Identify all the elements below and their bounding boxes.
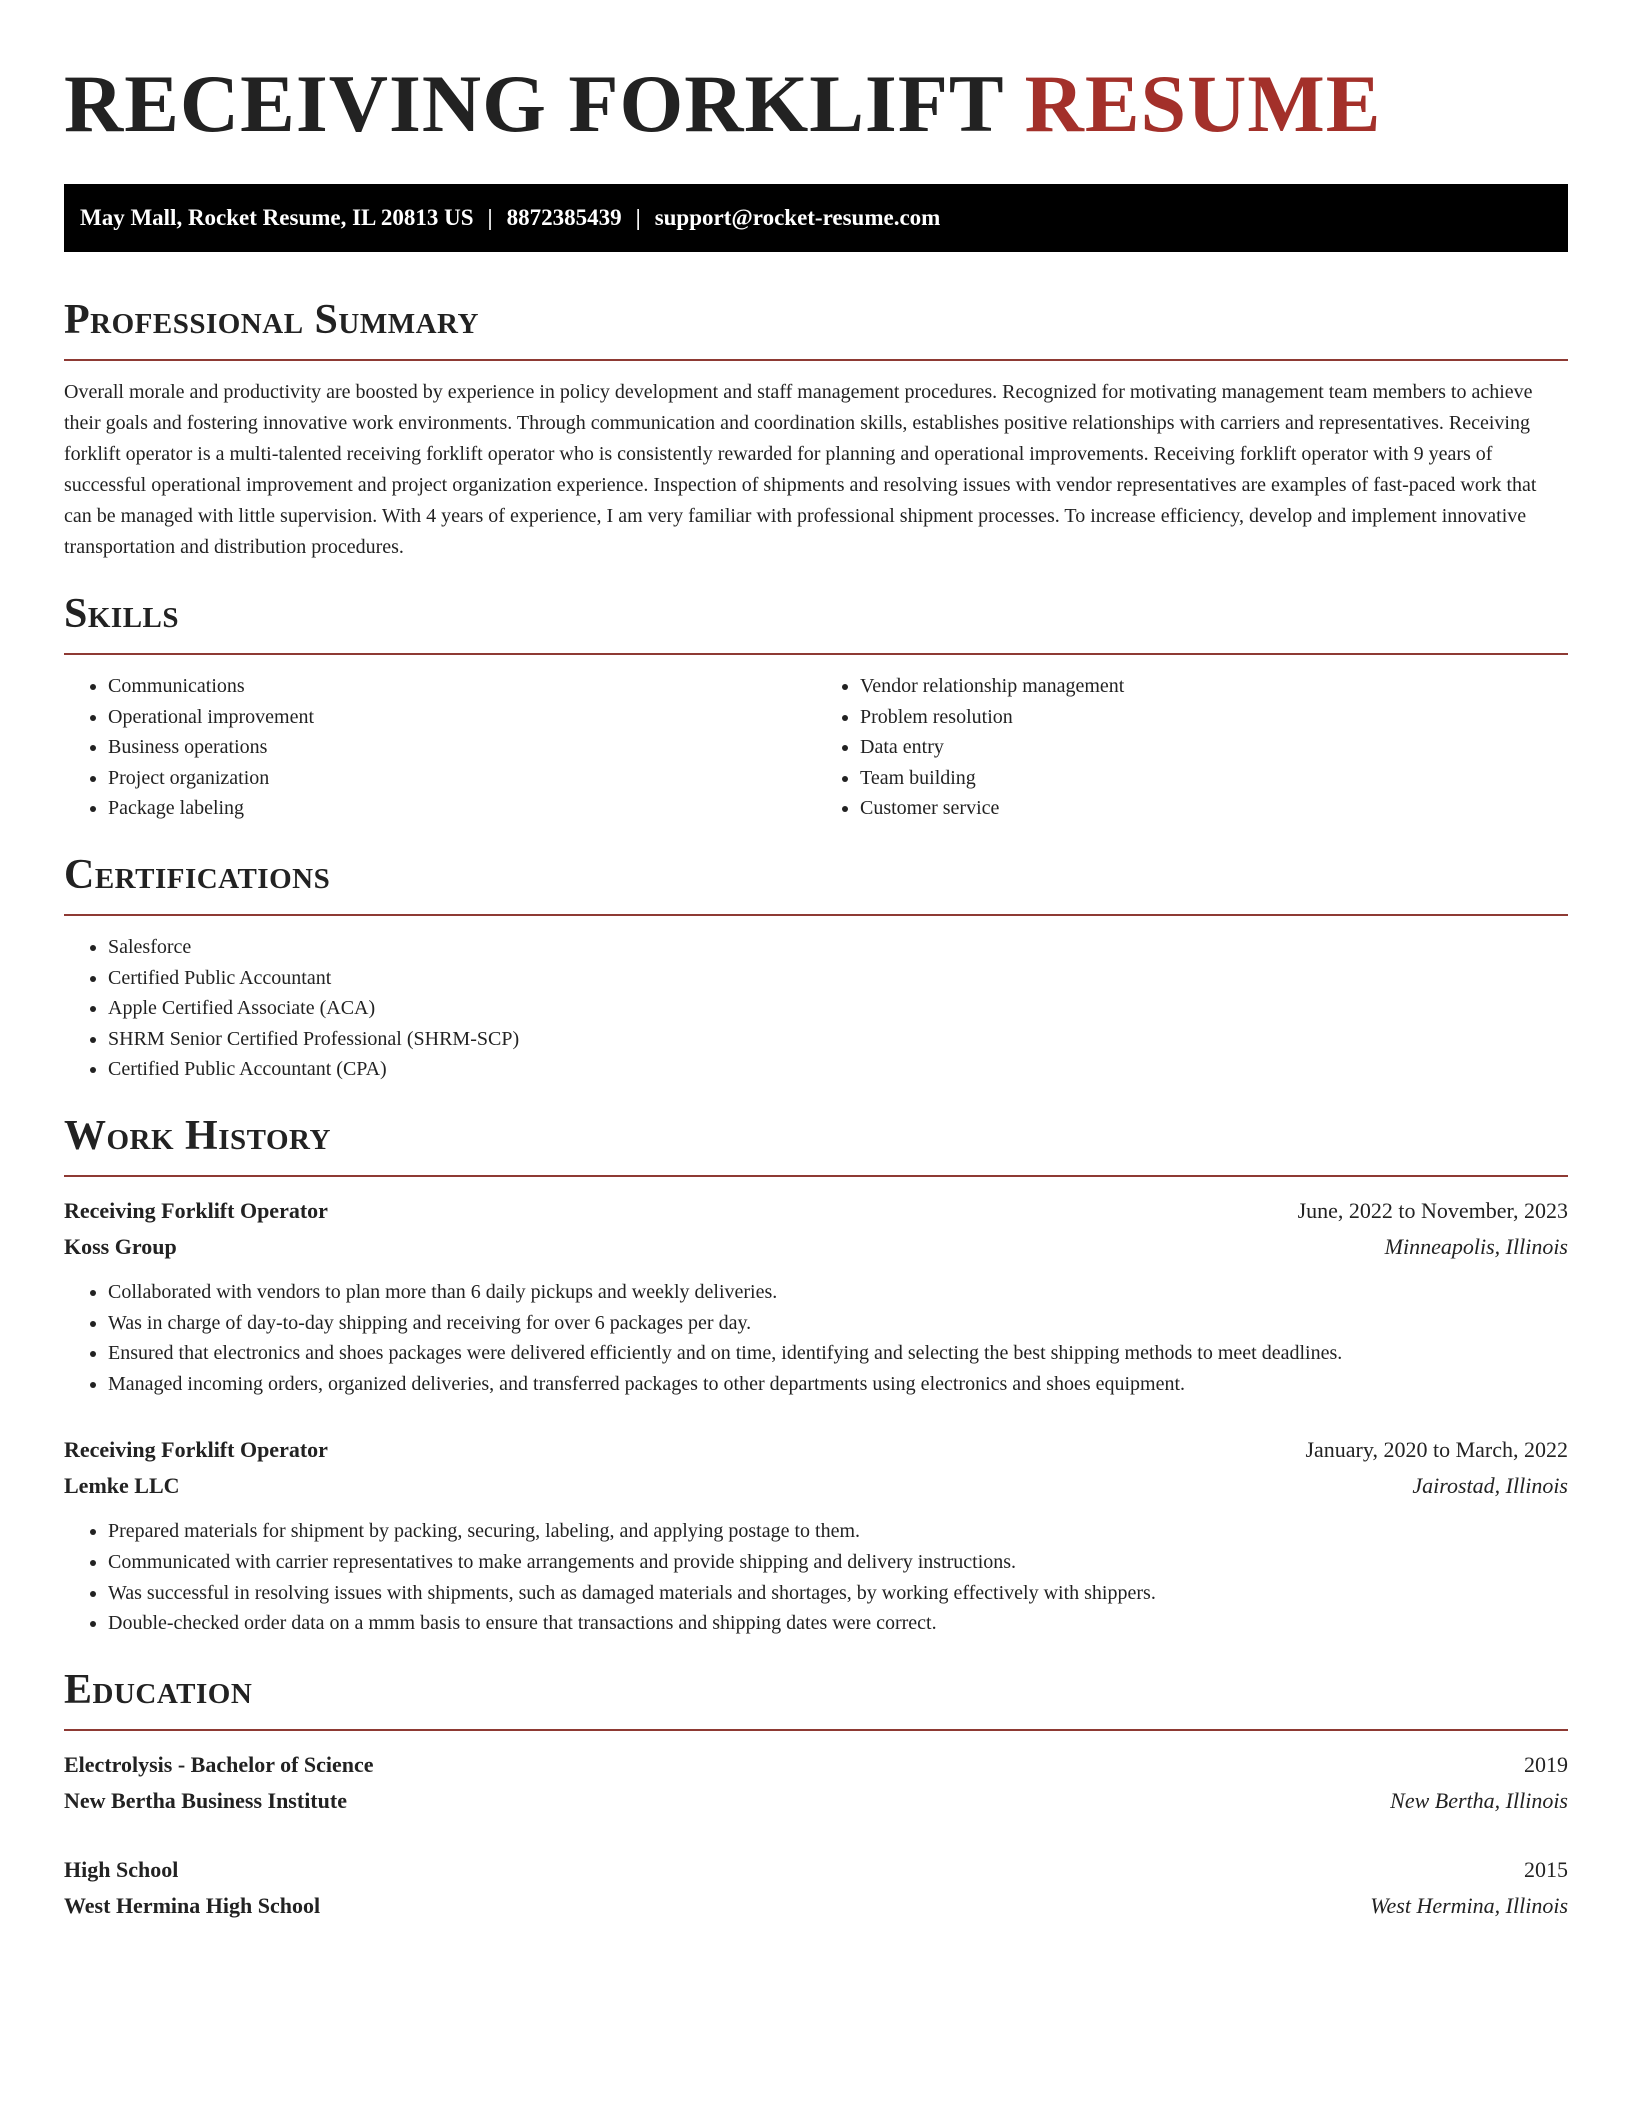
- contact-address: May Mall, Rocket Resume, IL 20813 US: [80, 205, 474, 230]
- job-duty: • Ensured that electronics and shoes packages were delivered efficiently and on time, identifying and selecting the best shipping methods to meet deadlines.: [108, 1338, 1568, 1369]
- skill-item: • Package labeling: [108, 793, 816, 824]
- certification-item: • Apple Certified Associate (ACA): [108, 993, 1568, 1024]
- skill-item: • Operational improvement: [108, 702, 816, 733]
- skill-item: • Customer service: [860, 793, 1568, 824]
- education-school: New Bertha Business Institute: [64, 1787, 347, 1813]
- skill-item: • Project organization: [108, 763, 816, 794]
- education-location: West Hermina, Illinois: [1370, 1892, 1568, 1918]
- job-dates: June, 2022 to November, 2023: [1297, 1197, 1568, 1223]
- education-heading: Education: [64, 1666, 253, 1713]
- job-header-row: [64, 1432, 1568, 1468]
- job-company-row: [64, 1468, 1568, 1504]
- contact-separator: |: [487, 205, 493, 230]
- section-divider: [64, 914, 1568, 916]
- skill-item: • Vendor relationship management: [860, 671, 1568, 702]
- education-section: [64, 1665, 1568, 1924]
- job-duty: • Prepared materials for shipment by packing, securing, labeling, and applying postage to them.: [108, 1516, 1568, 1547]
- work-history-section: [64, 1111, 1568, 1639]
- education-location: New Bertha, Illinois: [1390, 1787, 1568, 1813]
- job-location: Jairostad, Illinois: [1412, 1473, 1568, 1499]
- job-duties: [64, 1277, 1568, 1399]
- resume-title: [64, 58, 1568, 150]
- job-title: Receiving Forklift Operator: [64, 1437, 328, 1463]
- title-accent: RESUME: [1024, 58, 1382, 149]
- resume-page: [64, 0, 1568, 1924]
- skill-item: • Data entry: [860, 732, 1568, 763]
- skills-grid: [64, 671, 1568, 824]
- job-entry: [64, 1432, 1568, 1638]
- certifications-heading: Certifications: [64, 851, 331, 898]
- education-degree: Electrolysis - Bachelor of Science: [64, 1751, 374, 1777]
- job-duties: [64, 1516, 1568, 1638]
- certifications-list: [64, 932, 1568, 1085]
- education-school-row: [64, 1783, 1568, 1819]
- section-divider: [64, 653, 1568, 655]
- section-divider: [64, 1729, 1568, 1731]
- summary-heading: Professional Summary: [64, 297, 479, 343]
- education-degree: High School: [64, 1856, 179, 1882]
- skills-section: [64, 589, 1568, 824]
- skill-item: • Team building: [860, 763, 1568, 794]
- education-school-row: [64, 1888, 1568, 1924]
- skills-list-left: [64, 671, 816, 824]
- education-entry: [64, 1747, 1568, 1819]
- section-divider: [64, 359, 1568, 361]
- title-main: RECEIVING FORKLIFT: [64, 58, 1004, 149]
- job-duty: • Communicated with carrier representatives to make arrangements and provide shipping and delivery instructions.: [108, 1547, 1568, 1578]
- certification-item: • Salesforce: [108, 932, 1568, 963]
- job-company: Lemke LLC: [64, 1473, 180, 1499]
- job-entry: [64, 1193, 1568, 1399]
- summary-text: Overall morale and productivity are boosted by experience in policy development and staff management procedures. Recognized for motivating management team members to achieve their goals and fostering innovative work environments. Through communication and coordination skills, establishes positive relationships with carriers and representatives. Receiving forklift operator is a multi-talented receiving forklift operator who is consistently rewarded for planning and operational improvements. Receiving forklift operator with 9 years of successful operational improvement and project organization experience. Inspection of shipments and resolving issues with vendor representatives are examples of fast-paced work that can be managed with little supervision. With 4 years of experience, I am very familiar with professional shipment processes. To increase efficiency, develop and implement innovative transportation and distribution procedures.: [64, 381, 1537, 558]
- job-duty: • Double-checked order data on a mmm basis to ensure that transactions and shipping dates were correct.: [108, 1608, 1568, 1639]
- job-location: Minneapolis, Illinois: [1384, 1233, 1568, 1259]
- job-duty: • Was in charge of day-to-day shipping and receiving for over 6 packages per day.: [108, 1308, 1568, 1339]
- education-entry: [64, 1852, 1568, 1924]
- contact-phone: 8872385439: [506, 205, 622, 230]
- skill-item: • Problem resolution: [860, 702, 1568, 733]
- job-company: Koss Group: [64, 1233, 177, 1259]
- contact-separator: |: [635, 205, 641, 230]
- job-dates: January, 2020 to March, 2022: [1305, 1437, 1568, 1463]
- skills-list-right: [816, 671, 1568, 824]
- section-divider: [64, 1175, 1568, 1177]
- job-header-row: [64, 1193, 1568, 1229]
- contact-bar: [64, 184, 1568, 252]
- certification-item: • Certified Public Accountant (CPA): [108, 1054, 1568, 1085]
- job-duty: • Was successful in resolving issues with shipments, such as damaged materials and shortages, by working effectively with shippers.: [108, 1578, 1568, 1609]
- job-title: Receiving Forklift Operator: [64, 1197, 328, 1223]
- certification-item: • SHRM Senior Certified Professional (SHRM-SCP): [108, 1024, 1568, 1055]
- job-duty: • Managed incoming orders, organized deliveries, and transferred packages to other departments using electronics and shoes equipment.: [108, 1369, 1568, 1400]
- job-duty: • Collaborated with vendors to plan more than 6 daily pickups and weekly deliveries.: [108, 1277, 1568, 1308]
- education-school: West Hermina High School: [64, 1892, 321, 1918]
- summary-section: [64, 295, 1568, 563]
- contact-email: support@rocket-resume.com: [654, 205, 941, 230]
- certification-item: • Certified Public Accountant: [108, 963, 1568, 994]
- skill-item: • Business operations: [108, 732, 816, 763]
- skills-heading: Skills: [64, 591, 180, 637]
- education-header-row: [64, 1747, 1568, 1783]
- job-company-row: [64, 1229, 1568, 1265]
- education-year: 2015: [1524, 1856, 1568, 1882]
- work-history-heading: Work History: [64, 1112, 331, 1159]
- education-header-row: [64, 1852, 1568, 1888]
- certifications-section: [64, 850, 1568, 1085]
- education-year: 2019: [1524, 1751, 1568, 1777]
- skill-item: • Communications: [108, 671, 816, 702]
